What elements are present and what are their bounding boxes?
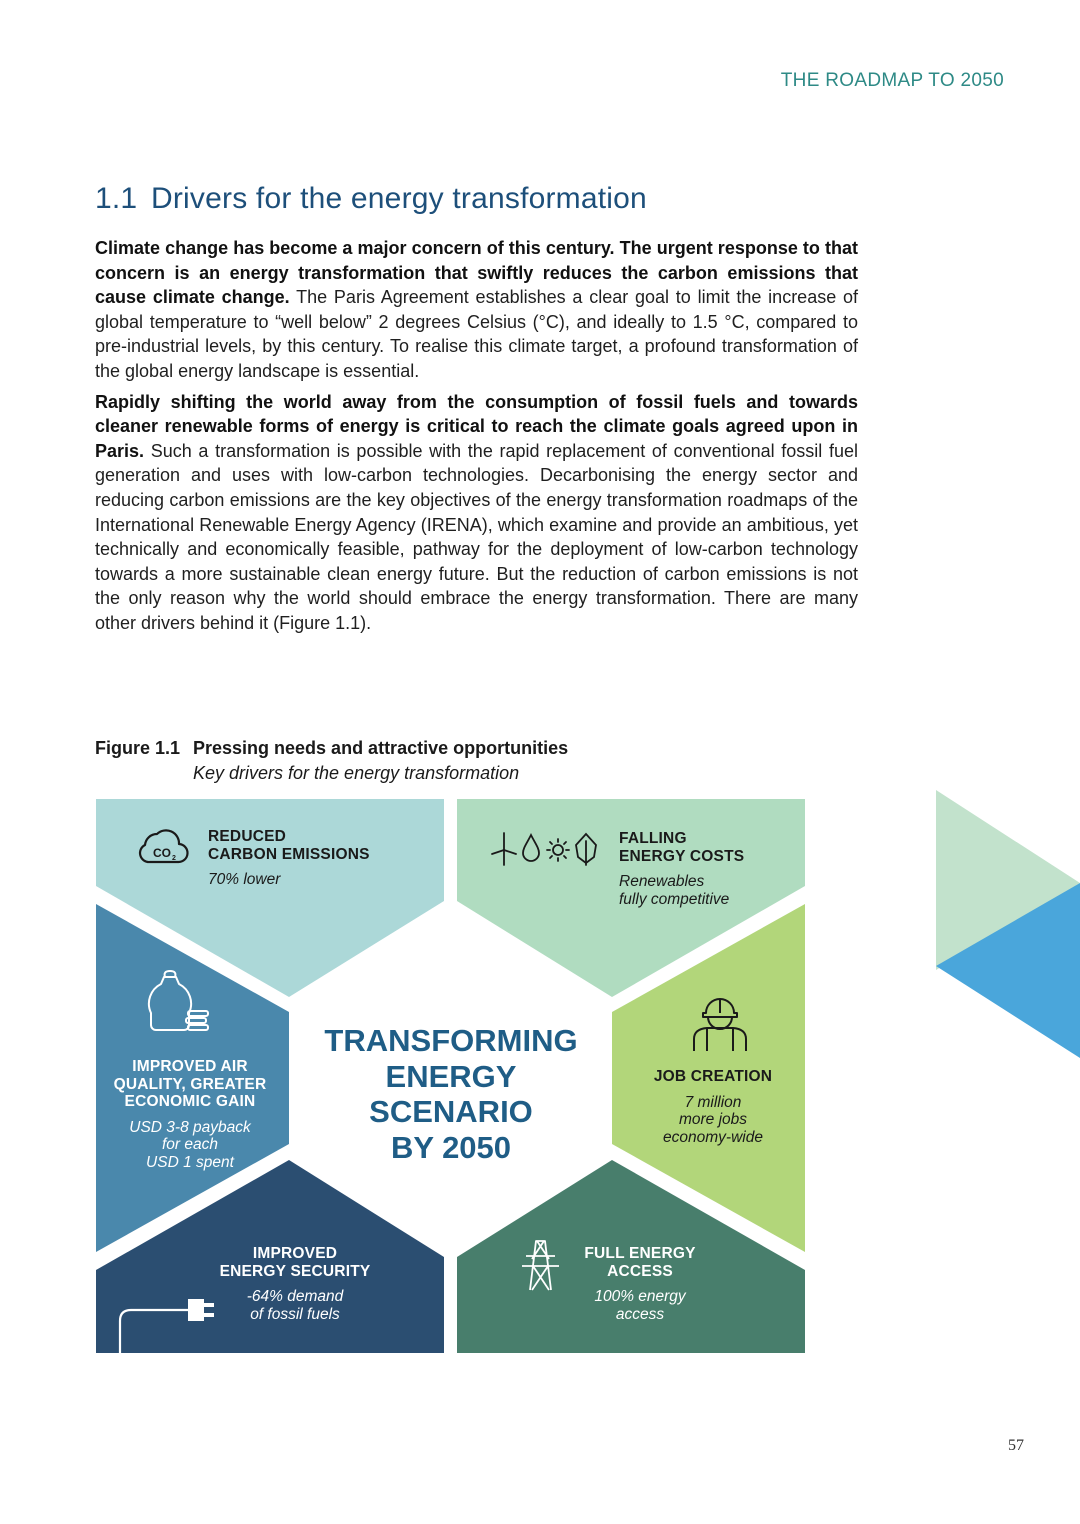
title-line: FALLING — [619, 830, 687, 847]
paragraph-1 — [95, 236, 858, 384]
paragraph-1-lead: Climate change has become a major concern of this century. The urgent response to that concern is an energy transformation that swiftly reduces the carbon emissions that cause climate change. — [95, 238, 858, 308]
job-creation-text — [623, 1068, 803, 1146]
detail-line: 70% lower — [208, 871, 281, 888]
detail-line: access — [615, 1305, 665, 1323]
reduced-carbon-text — [208, 828, 370, 889]
svg-text:CO: CO — [153, 846, 171, 860]
detail-line: Renewables — [619, 873, 705, 890]
falling-costs-title — [619, 830, 744, 865]
energy-access-title — [570, 1245, 710, 1280]
decorative-triangles — [936, 790, 1080, 1060]
title-line: CARBON EMISSIONS — [208, 845, 370, 863]
section-number: 1.1 — [95, 182, 138, 215]
detail-line: USD 1 spent — [146, 1153, 234, 1171]
detail-line: fully competitive — [619, 890, 730, 908]
detail-line: USD 3-8 payback — [129, 1118, 251, 1136]
paragraph-2-body: Such a transformation is possible with the rapid replacement of conventional fossil fuel generation and uses with low-carbon technologies. Decarbonising the energy sector and reducing carbon emissions are the key objectives of the energy transformation roadmaps of the International Renewable Energy Agency (IRENA), which examine and provide an ambitious, yet technically and economically feasible, pathway for the deployment of low-carbon technology towards a more sustainable clean energy future. But the reduction of carbon emissions is not the only reason why the world should embrace the energy transformation. There are many other drivers behind it (Figure 1.1). — [95, 440, 858, 633]
reduced-carbon-detail — [208, 871, 370, 889]
detail-line: economy-wide — [663, 1128, 763, 1146]
air-quality-detail — [100, 1119, 280, 1172]
center-title — [301, 1023, 601, 1165]
page-number: 57 — [1008, 1437, 1024, 1454]
detail-line: more jobs — [678, 1111, 748, 1128]
paragraph-2-lead: Rapidly shifting the world away from the consumption of fossil fuels and towards cleaner renewable forms of energy is critical to reach the climate goals agreed upon in Paris. — [95, 391, 858, 461]
title-line: FULL ENERGY — [584, 1245, 696, 1262]
figure-subtitle: Key drivers for the energy transformation — [193, 763, 520, 783]
paragraph-1-body: The Paris Agreement establishes a clear goal to limit the increase of global temperature to “well below” 2 degrees Celsius (°C), and ideally to 1.5 °C, compared to pre-industrial levels, by this century. To realise this climate target, a profound transformation of the global energy landscape is essential. — [95, 287, 859, 381]
section-title: Drivers for the energy transformation — [151, 182, 647, 215]
falling-costs-text — [619, 830, 744, 908]
detail-line: of fossil fuels — [250, 1305, 340, 1323]
energy-access-detail — [570, 1288, 710, 1323]
detail-line: 100% energy — [594, 1288, 686, 1305]
title-line: ENERGY SECURITY — [219, 1262, 371, 1280]
falling-costs-detail — [619, 873, 744, 908]
title-line: ENERGY COSTS — [619, 847, 745, 865]
title-line: IMPROVED — [252, 1245, 338, 1262]
title-line: ECONOMIC GAIN — [124, 1093, 256, 1110]
air-quality-text — [100, 1058, 280, 1171]
detail-line: for each — [161, 1136, 218, 1153]
drivers-infographic — [96, 799, 805, 1353]
svg-text:2: 2 — [172, 855, 176, 862]
reduced-carbon-title — [208, 828, 370, 863]
job-creation-detail — [623, 1094, 803, 1147]
title-line: IMPROVED AIR — [132, 1058, 248, 1075]
air-quality-title — [100, 1058, 280, 1111]
title-line: QUALITY, GREATER — [113, 1075, 267, 1093]
title-line: REDUCED — [208, 828, 287, 845]
energy-security-title — [209, 1245, 381, 1280]
paragraph-2 — [95, 390, 858, 636]
center-title-line: ENERGY SCENARIO — [369, 1058, 533, 1129]
running-header: THE ROADMAP TO 2050 — [780, 70, 1004, 91]
figure-title: Pressing needs and attractive opportunities — [193, 738, 569, 758]
detail-line: -64% demand — [246, 1288, 344, 1305]
energy-access-text — [570, 1245, 710, 1323]
center-title-line: BY 2050 — [390, 1129, 512, 1165]
center-title-line: TRANSFORMING — [324, 1023, 578, 1058]
detail-line: 7 million — [684, 1093, 742, 1111]
title-line: ACCESS — [607, 1262, 673, 1280]
energy-security-detail — [209, 1288, 381, 1323]
energy-security-text — [209, 1245, 381, 1323]
section-heading — [95, 182, 647, 216]
figure-label: Figure 1.1 — [95, 738, 181, 758]
job-creation-title — [623, 1068, 803, 1086]
title-line: JOB CREATION — [653, 1068, 773, 1085]
figure-caption — [95, 738, 568, 784]
body-text — [95, 236, 858, 642]
